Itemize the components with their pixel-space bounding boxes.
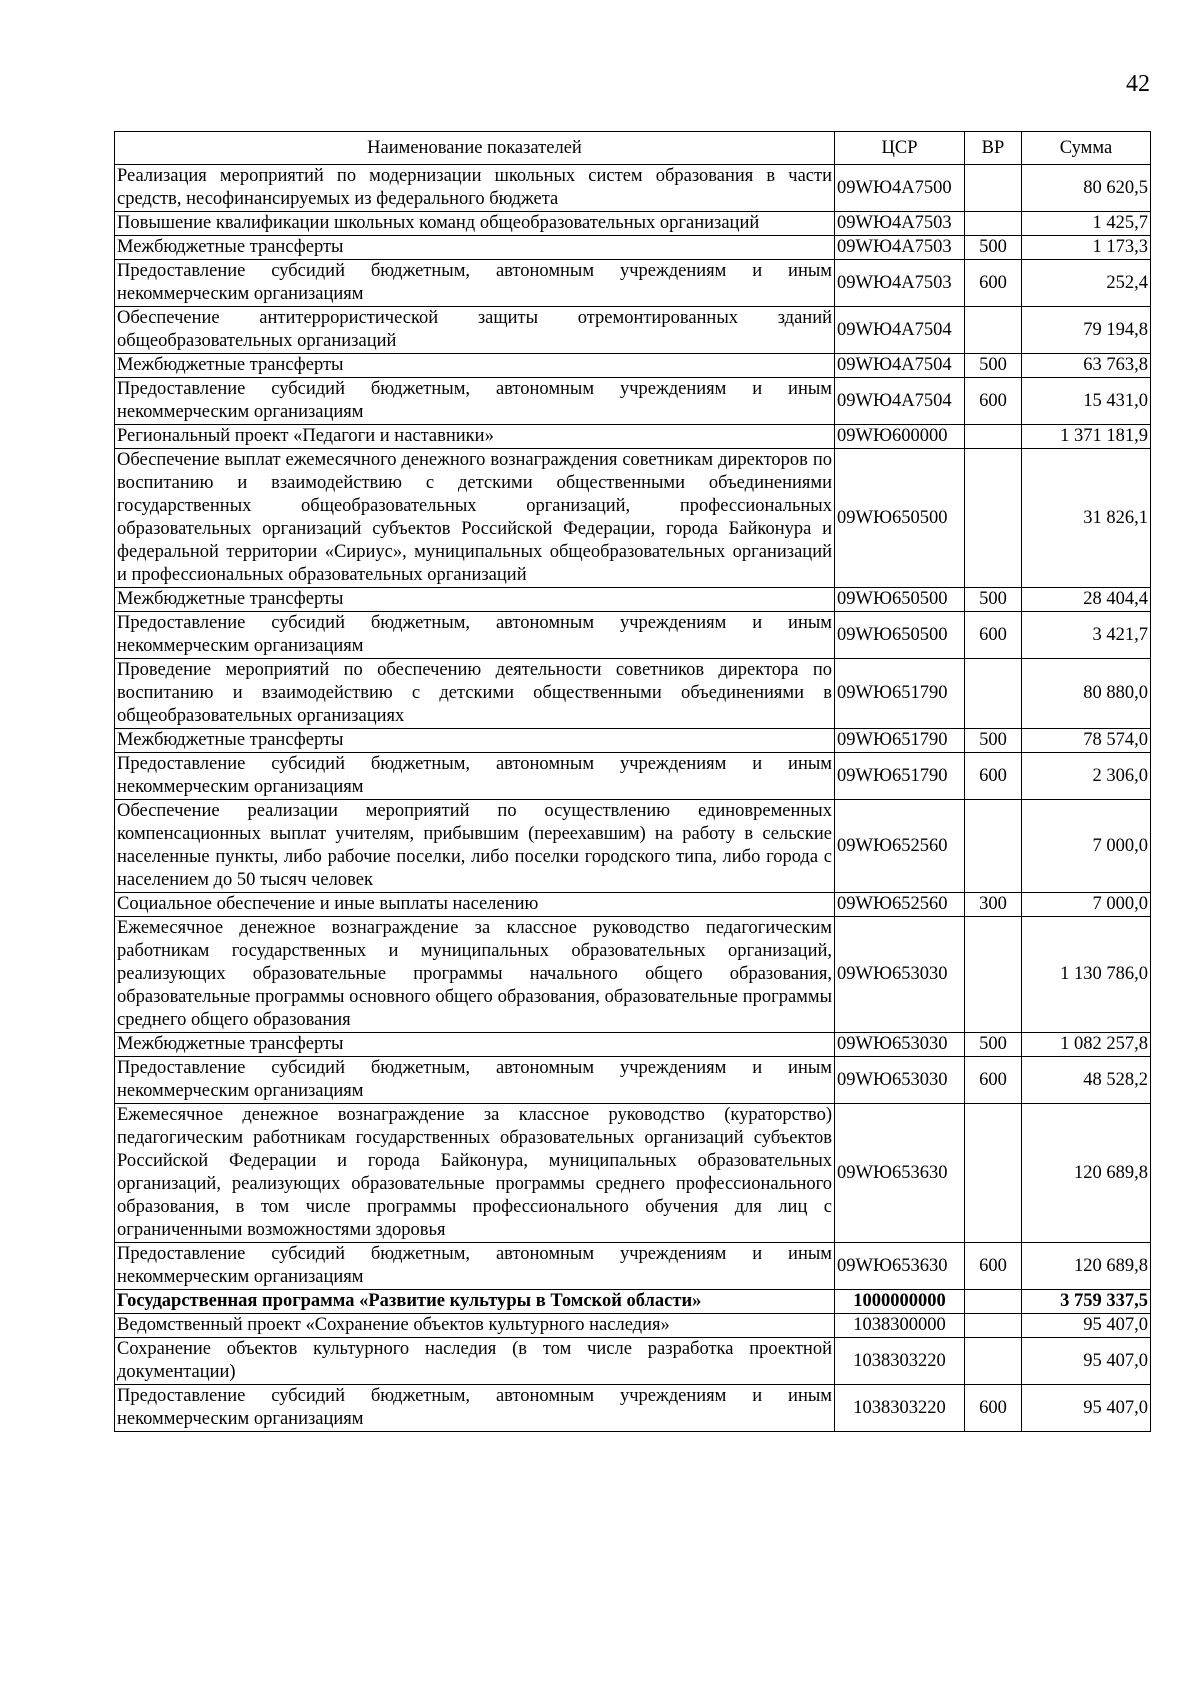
header-name: Наименование показателей — [115, 132, 835, 165]
row-csr-cell: 09WЮ653030 — [835, 917, 965, 1033]
row-csr-cell: 09WЮ653030 — [835, 1033, 965, 1057]
row-sum-cell: 95 407,0 — [1022, 1385, 1151, 1432]
table-row — [115, 612, 1151, 659]
row-sum-cell: 95 407,0 — [1022, 1314, 1151, 1338]
table-row — [115, 378, 1151, 425]
row-name-cell: Предоставление субсидий бюджетным, автономным учреждениям и иным некоммерческим организациям — [115, 260, 835, 307]
row-vr-cell — [965, 165, 1022, 212]
row-name-cell: Региональный проект «Педагоги и наставники» — [115, 425, 835, 449]
row-vr-cell: 600 — [965, 260, 1022, 307]
table-row — [115, 729, 1151, 753]
row-name-cell: Обеспечение реализации мероприятий по осуществлению единовременных компенсационных выплат учителям, прибывшим (переехавшим) на работу в сельские населенные пункты, либо рабочие поселки, либо поселки городского типа, либо города с населением до 50 тысяч человек — [115, 800, 835, 893]
table-row — [115, 307, 1151, 354]
row-sum-cell: 1 173,3 — [1022, 236, 1151, 260]
row-sum-cell: 48 528,2 — [1022, 1057, 1151, 1104]
table-row — [115, 1057, 1151, 1104]
row-csr-cell: 09WЮ4A7504 — [835, 307, 965, 354]
row-csr-cell: 09WЮ600000 — [835, 425, 965, 449]
row-name-cell: Ежемесячное денежное вознаграждение за классное руководство (кураторство) педагогическим работникам государственных образовательных организаций субъектов Российской Федерации и города Байконура, муниципальных образовательных организаций, реализующих образовательные программы среднего профессионального образования, в том числе программы профессионального обучения для лиц с ограниченными возможностями здоровья — [115, 1104, 835, 1243]
table-row — [115, 1314, 1151, 1338]
row-vr-cell: 600 — [965, 1057, 1022, 1104]
budget-table — [114, 131, 1151, 1432]
row-csr-cell: 09WЮ650500 — [835, 612, 965, 659]
row-name-cell: Межбюджетные трансферты — [115, 1033, 835, 1057]
table-row — [115, 1385, 1151, 1432]
row-csr-cell: 09WЮ4A7504 — [835, 354, 965, 378]
row-csr-cell: 09WЮ651790 — [835, 659, 965, 729]
row-sum-cell: 80 880,0 — [1022, 659, 1151, 729]
row-name-cell: Предоставление субсидий бюджетным, автономным учреждениям и иным некоммерческим организациям — [115, 612, 835, 659]
row-csr-cell: 09WЮ650500 — [835, 449, 965, 588]
row-sum-cell: 28 404,4 — [1022, 588, 1151, 612]
table-header-row — [115, 132, 1151, 165]
row-csr-cell: 1038300000 — [835, 1314, 965, 1338]
row-sum-cell: 3 421,7 — [1022, 612, 1151, 659]
row-sum-cell: 1 425,7 — [1022, 212, 1151, 236]
row-name-cell: Предоставление субсидий бюджетным, автономным учреждениям и иным некоммерческим организациям — [115, 753, 835, 800]
table-row — [115, 893, 1151, 917]
row-vr-cell — [965, 800, 1022, 893]
row-sum-cell: 120 689,8 — [1022, 1104, 1151, 1243]
row-name-cell: Сохранение объектов культурного наследия (в том числе разработка проектной документации) — [115, 1338, 835, 1385]
row-sum-cell: 95 407,0 — [1022, 1338, 1151, 1385]
row-name-cell: Предоставление субсидий бюджетным, автономным учреждениям и иным некоммерческим организациям — [115, 1243, 835, 1290]
table-row — [115, 1033, 1151, 1057]
row-name-cell: Обеспечение выплат ежемесячного денежного вознаграждения советникам директоров по воспитанию и взаимодействию с детскими общественными объединениями государственных общеобразовательных организаций, профессиональных образовательных организаций субъектов Российской Федерации, города Байконура и федеральной территории «Сириус», муниципальных общеобразовательных организаций и профессиональных образовательных организаций — [115, 449, 835, 588]
row-name-cell: Реализация мероприятий по модернизации школьных систем образования в части средств, несофинансируемых из федерального бюджета — [115, 165, 835, 212]
row-name-cell: Предоставление субсидий бюджетным, автономным учреждениям и иным некоммерческим организациям — [115, 378, 835, 425]
table-row — [115, 753, 1151, 800]
row-csr-cell: 09WЮ652560 — [835, 800, 965, 893]
row-name-cell: Межбюджетные трансферты — [115, 236, 835, 260]
row-vr-cell: 500 — [965, 729, 1022, 753]
table-row — [115, 1104, 1151, 1243]
table-row — [115, 236, 1151, 260]
table-row — [115, 659, 1151, 729]
table-row — [115, 260, 1151, 307]
row-csr-cell: 09WЮ653630 — [835, 1104, 965, 1243]
row-name-cell: Социальное обеспечение и иные выплаты населению — [115, 893, 835, 917]
row-vr-cell: 300 — [965, 893, 1022, 917]
row-sum-cell: 80 620,5 — [1022, 165, 1151, 212]
table-row — [115, 588, 1151, 612]
row-csr-cell: 09WЮ652560 — [835, 893, 965, 917]
row-name-cell: Проведение мероприятий по обеспечению деятельности советников директора по воспитанию и взаимодействию с детскими общественными объединениями в общеобразовательных организациях — [115, 659, 835, 729]
row-sum-cell: 1 082 257,8 — [1022, 1033, 1151, 1057]
row-sum-cell: 7 000,0 — [1022, 893, 1151, 917]
row-csr-cell: 09WЮ651790 — [835, 729, 965, 753]
row-sum-cell: 252,4 — [1022, 260, 1151, 307]
header-vr: ВР — [965, 132, 1022, 165]
row-csr-cell: 09WЮ4A7503 — [835, 236, 965, 260]
row-csr-cell: 09WЮ653030 — [835, 1057, 965, 1104]
row-csr-cell: 1038303220 — [835, 1338, 965, 1385]
row-name-cell: Межбюджетные трансферты — [115, 729, 835, 753]
row-sum-cell: 63 763,8 — [1022, 354, 1151, 378]
row-sum-cell: 1 371 181,9 — [1022, 425, 1151, 449]
row-name-cell: Межбюджетные трансферты — [115, 588, 835, 612]
row-vr-cell: 500 — [965, 236, 1022, 260]
row-name-cell: Государственная программа «Развитие культуры в Томской области» — [115, 1290, 835, 1314]
table-row — [115, 1243, 1151, 1290]
row-name-cell: Предоставление субсидий бюджетным, автономным учреждениям и иным некоммерческим организациям — [115, 1057, 835, 1104]
row-vr-cell: 500 — [965, 1033, 1022, 1057]
row-sum-cell: 31 826,1 — [1022, 449, 1151, 588]
table-row — [115, 917, 1151, 1033]
row-csr-cell: 09WЮ4A7500 — [835, 165, 965, 212]
page-number: 42 — [1126, 71, 1150, 97]
row-name-cell: Предоставление субсидий бюджетным, автономным учреждениям и иным некоммерческим организациям — [115, 1385, 835, 1432]
row-vr-cell: 600 — [965, 753, 1022, 800]
row-name-cell: Повышение квалификации школьных команд общеобразовательных организаций — [115, 212, 835, 236]
header-csr: ЦСР — [835, 132, 965, 165]
row-vr-cell: 500 — [965, 588, 1022, 612]
table-row — [115, 1290, 1151, 1314]
row-vr-cell — [965, 1290, 1022, 1314]
row-vr-cell: 500 — [965, 354, 1022, 378]
row-name-cell: Ведомственный проект «Сохранение объектов культурного наследия» — [115, 1314, 835, 1338]
row-name-cell: Обеспечение антитеррористической защиты отремонтированных зданий общеобразовательных организаций — [115, 307, 835, 354]
row-vr-cell — [965, 307, 1022, 354]
table-row — [115, 449, 1151, 588]
row-sum-cell: 7 000,0 — [1022, 800, 1151, 893]
row-csr-cell: 09WЮ4A7503 — [835, 212, 965, 236]
row-csr-cell: 09WЮ651790 — [835, 753, 965, 800]
row-sum-cell: 79 194,8 — [1022, 307, 1151, 354]
row-vr-cell: 600 — [965, 1243, 1022, 1290]
row-vr-cell — [965, 917, 1022, 1033]
row-csr-cell: 1038303220 — [835, 1385, 965, 1432]
table-row — [115, 212, 1151, 236]
header-sum: Сумма — [1022, 132, 1151, 165]
row-vr-cell — [965, 449, 1022, 588]
row-vr-cell: 600 — [965, 378, 1022, 425]
table-row — [115, 354, 1151, 378]
row-vr-cell — [965, 1104, 1022, 1243]
table-row — [115, 800, 1151, 893]
row-vr-cell — [965, 659, 1022, 729]
row-sum-cell: 1 130 786,0 — [1022, 917, 1151, 1033]
table-row — [115, 1338, 1151, 1385]
row-name-cell: Ежемесячное денежное вознаграждение за классное руководство педагогическим работникам государственных и муниципальных образовательных организаций, реализующих образовательные программы начального общего образования, образовательные программы основного общего образования, образовательные программы среднего общего образования — [115, 917, 835, 1033]
row-csr-cell: 09WЮ4A7504 — [835, 378, 965, 425]
table-row — [115, 165, 1151, 212]
row-csr-cell: 09WЮ650500 — [835, 588, 965, 612]
row-vr-cell: 600 — [965, 612, 1022, 659]
row-sum-cell: 15 431,0 — [1022, 378, 1151, 425]
row-csr-cell: 09WЮ653630 — [835, 1243, 965, 1290]
row-sum-cell: 78 574,0 — [1022, 729, 1151, 753]
row-vr-cell — [965, 1314, 1022, 1338]
row-vr-cell — [965, 212, 1022, 236]
row-sum-cell: 2 306,0 — [1022, 753, 1151, 800]
row-sum-cell: 3 759 337,5 — [1022, 1290, 1151, 1314]
row-vr-cell — [965, 425, 1022, 449]
row-vr-cell — [965, 1338, 1022, 1385]
table-row — [115, 425, 1151, 449]
row-csr-cell: 09WЮ4A7503 — [835, 260, 965, 307]
table-body — [115, 165, 1151, 1432]
row-name-cell: Межбюджетные трансферты — [115, 354, 835, 378]
row-vr-cell: 600 — [965, 1385, 1022, 1432]
row-csr-cell: 1000000000 — [835, 1290, 965, 1314]
row-sum-cell: 120 689,8 — [1022, 1243, 1151, 1290]
